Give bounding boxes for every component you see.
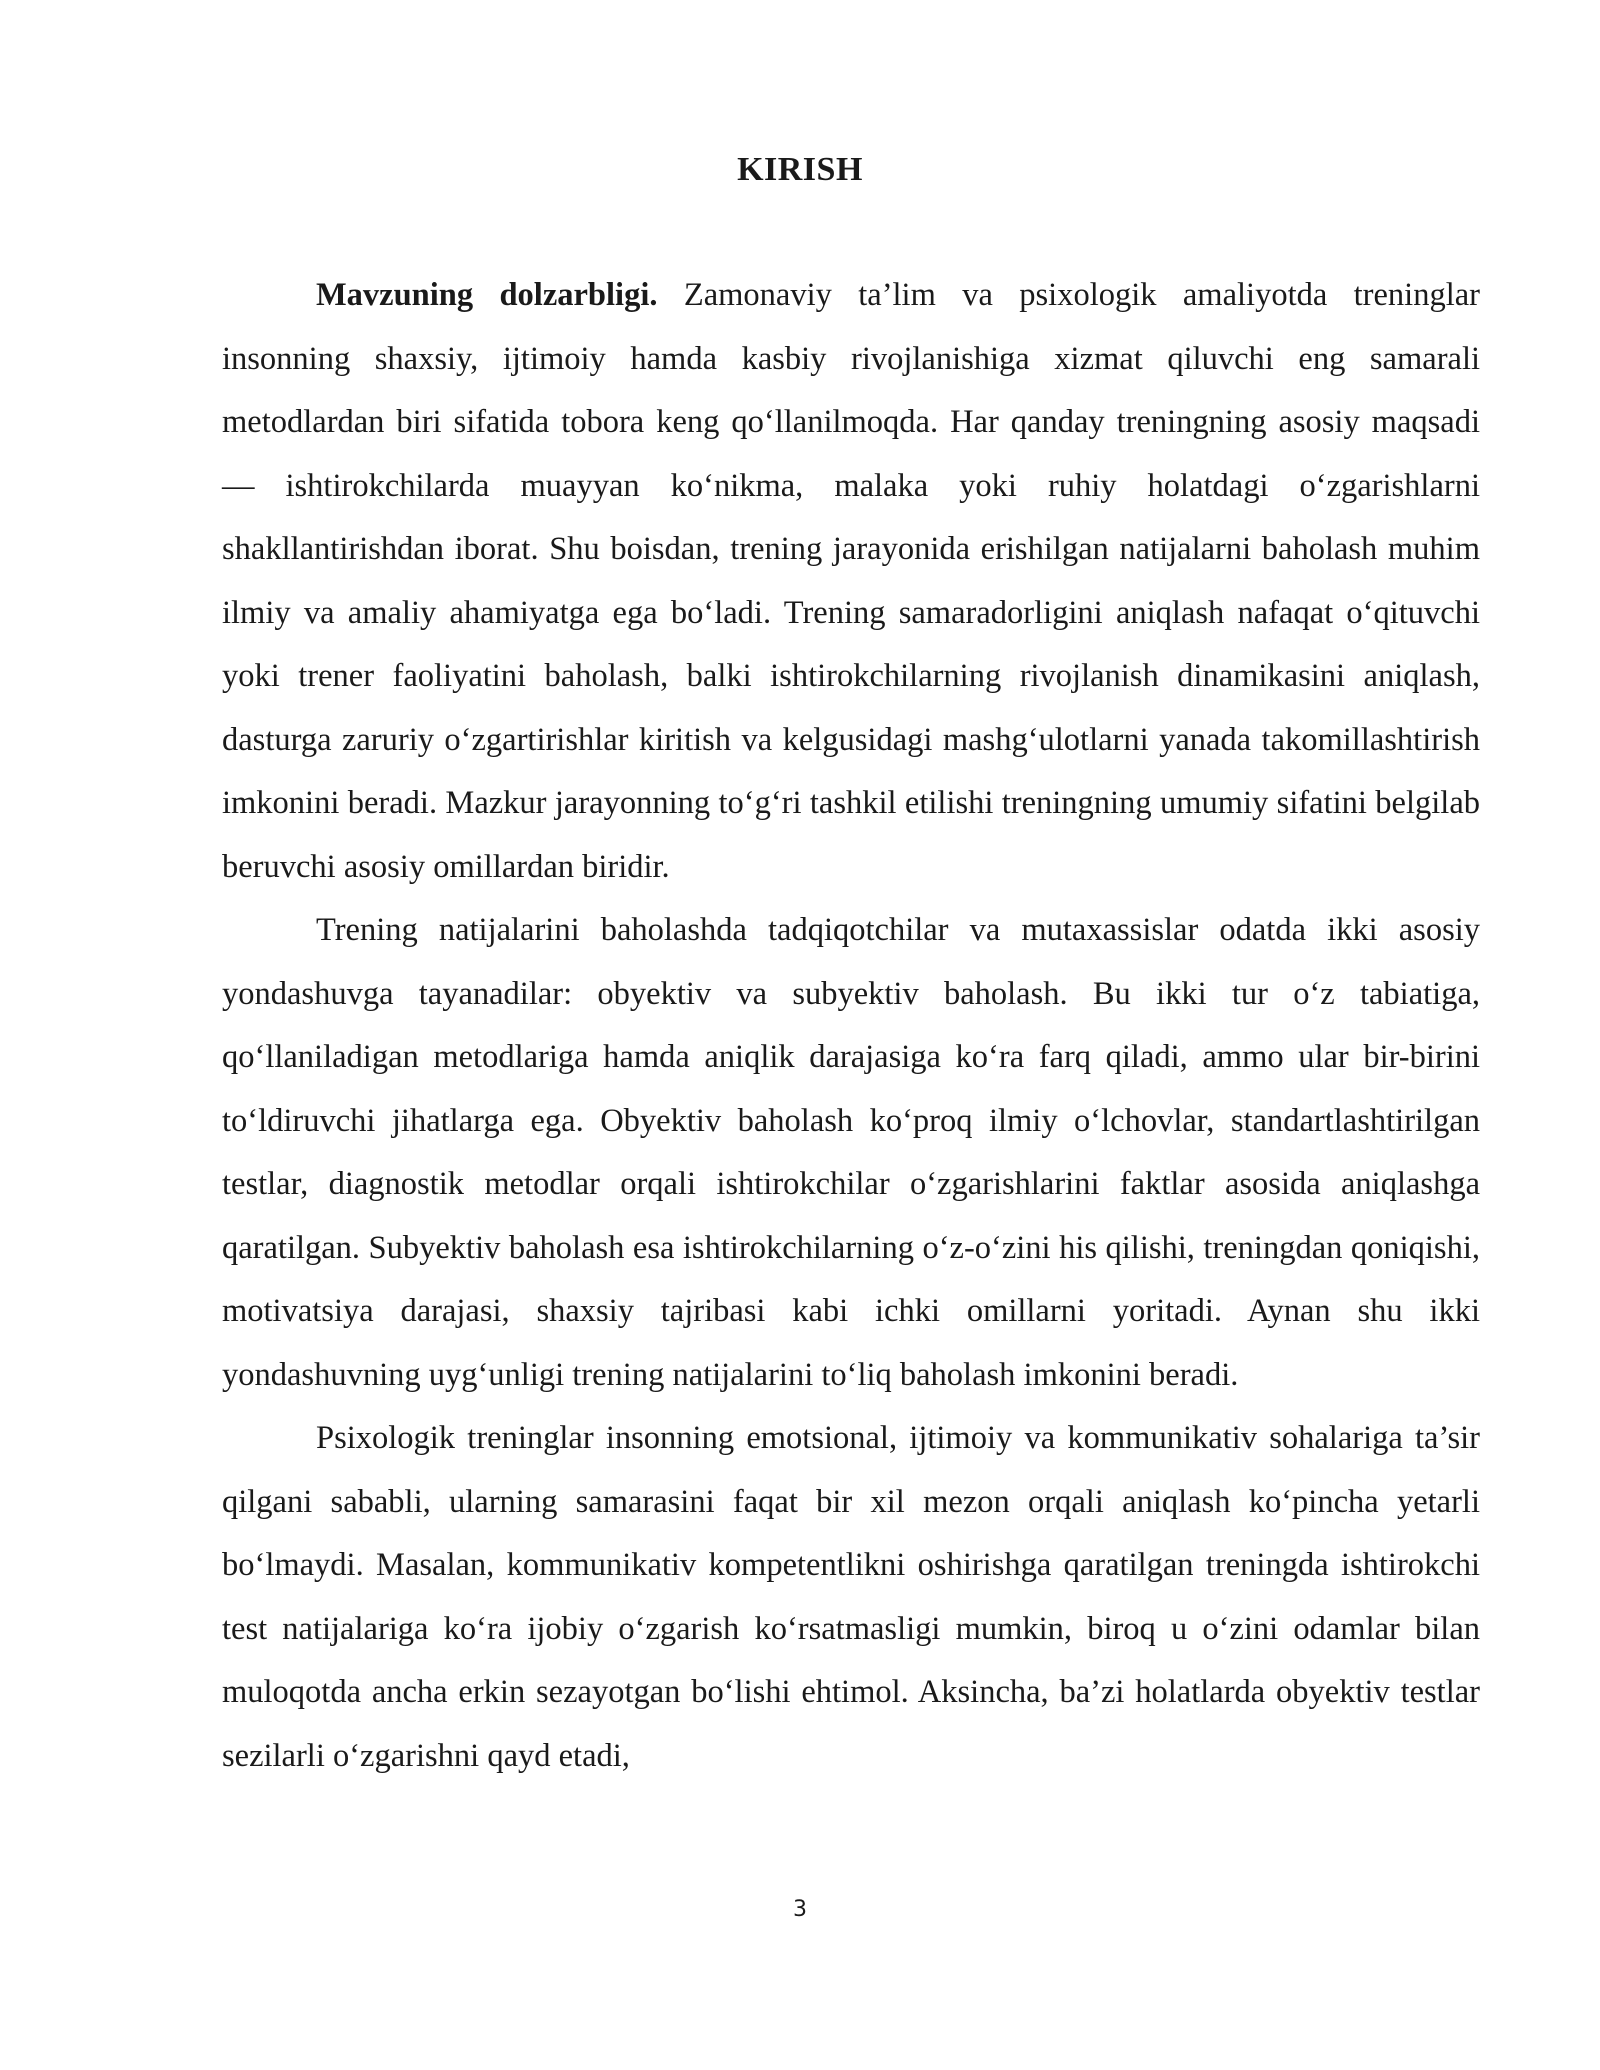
paragraph-lead-bold: Mavzuning dolzarbligi. [316,277,658,313]
paragraph-psychological-trainings [222,1407,1480,1788]
paragraph-text: Zamonaviy ta’lim va psixologik amaliyotda treninglar insonning shaxsiy, ijtimoiy hamda kasbiy rivojlanishiga xizmat qiluvchi eng samarali metodlardan biri sifatida tobora keng qo‘llanilmoqda. Har qanday treningning asosiy maqsadi — ishtirokchilarda muayyan ko‘nikma, malaka yoki ruhiy holatdagi o‘zgarishlarni shakllantirishdan iborat. Shu boisdan, trening jarayonida erishilgan natijalarni baholash muhim ilmiy va amaliy ahamiyatga ega bo‘ladi. Trening samaradorligini aniqlash nafaqat o‘qituvchi yoki trener faoliyatini baholash, balki ishtirokchilarning rivojlanish dinamikasini aniqlash, dasturga zaruriy o‘zgartirishlar kiritish va kelgusidagi mashg‘ulotlarni yanada takomillashtirish imkonini beradi. Mazkur jarayonning to‘g‘ri tashkil etilishi treningning umumiy sifatini belgilab beruvchi asosiy omillardan biridir. [222,277,1480,885]
paragraph-assessment-approaches [222,899,1480,1407]
paragraph-text: Trening natijalarini baholashda tadqiqotchilar va mutaxassislar odatda ikki asosiy yondashuvga tayanadilar: obyektiv va subyektiv baholash. Bu ikki tur o‘z tabiatiga, qo‘llaniladigan metodlariga hamda aniqlik darajasiga ko‘ra farq qiladi, ammo ular bir-birini to‘ldiruvchi jihatlarga ega. Obyektiv baholash ko‘proq ilmiy o‘lchovlar, standartlashtirilgan testlar, diagnostik metodlar orqali ishtirokchilar o‘zgarishlarini faktlar asosida aniqlashga qaratilgan. Subyektiv baholash esa ishtirokchilarning o‘z-o‘zini his qilishi, treningdan qoniqishi, motivatsiya darajasi, shaxsiy tajribasi kabi ichki omillarni yoritadi. Aynan shu ikki yondashuvning uyg‘unligi trening natijalarini to‘liq baholash imkonini beradi. [222,912,1480,1393]
body-text [222,264,1480,1788]
page-title: KIRISH [737,151,863,188]
page-number: 3 [793,1897,807,1922]
paragraph-text: Psixologik treninglar insonning emotsional, ijtimoiy va kommunikativ sohalariga ta’sir qilgani sababli, ularning samarasini faqat bir xil mezon orqali aniqlash ko‘pincha yetarli bo‘lmaydi. Masalan, kommunikativ kompetentlikni oshirishga qaratilgan treningda ishtirokchi test natijalariga ko‘ra ijobiy o‘zgarish ko‘rsatmasligi mumkin, biroq u o‘zini odamlar bilan muloqotda ancha erkin sezayotgan bo‘lishi ehtimol. Aksincha, ba’zi holatlarda obyektiv testlar sezilarli o‘zgarishni qayd etadi, [222,1420,1480,1774]
paragraph-relevance [222,264,1480,899]
